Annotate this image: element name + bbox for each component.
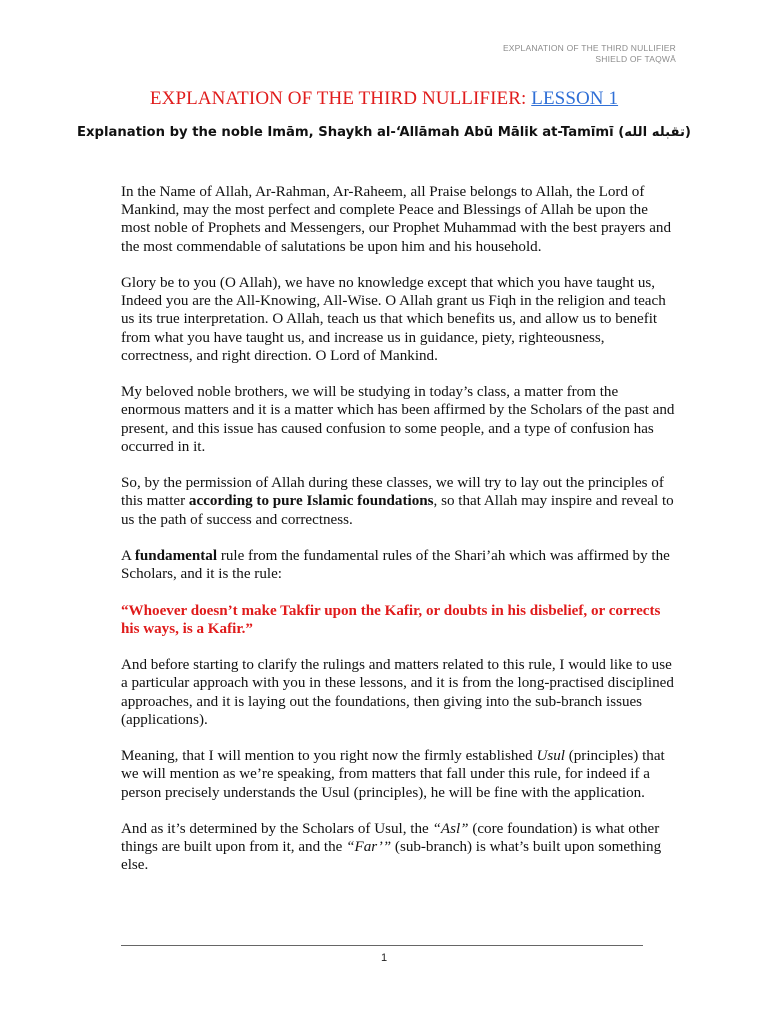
bold-run: fundamental bbox=[134, 548, 218, 564]
text-run: (sub-branch) is what’s built upon something else. bbox=[121, 839, 662, 874]
text-run: Meaning, that I will mention to you right now the firmly established bbox=[121, 748, 537, 765]
bold-run: according to pure Islamic foundations bbox=[188, 493, 434, 510]
text-run: A bbox=[121, 548, 135, 564]
italic-run: “Asl” bbox=[432, 820, 469, 837]
footer-divider bbox=[121, 945, 643, 946]
italic-run: Usul bbox=[536, 748, 565, 765]
italic-run: “Far’” bbox=[346, 839, 392, 856]
paragraph-5 bbox=[121, 547, 679, 583]
paragraph-4 bbox=[121, 474, 679, 529]
header-line-2: SHIELD OF TAQWĀ bbox=[595, 54, 676, 64]
text-run: , so that Allah may inspire and reveal to us the path of success and correctness. bbox=[121, 493, 674, 528]
document-body bbox=[121, 183, 679, 893]
running-header bbox=[503, 43, 676, 65]
paragraph-2: Glory be to you (O Allah), we have no knowledge except that which you have taught us, Indeed you are the All-Knowing, All-Wise. O Allah grant us Fiqh in the religion and teach us its true interpretation. O Allah, teach us that which benefits us, and allow us to benefit from what you have taught us, and increase us in guidance, piety, righteousness, correctness, and right direction. O Lord of Mankind. bbox=[121, 275, 666, 364]
title-lesson-link[interactable]: LESSON 1 bbox=[531, 88, 619, 109]
paragraph-6: And before starting to clarify the rulings and matters related to this rule, I would like to use a particular approach with you in these lessons, and it is from the long-practised disciplined approaches, and it is laying out the foundations, then giving into the sub-branch issues (applications). bbox=[121, 657, 674, 728]
text-run: rule from the fundamental rules of the Shari’ah which was affirmed by the Scholars, and it is the rule: bbox=[121, 548, 670, 583]
text-run: And as it’s determined by the Scholars of Usul, the bbox=[121, 820, 433, 837]
text-run: (principles) that we will mention as we’re speaking, from matters that fall under this rule, for indeed if a person precisely understands the Usul (principles), he will be fine with the application. bbox=[121, 748, 665, 801]
paragraph-8 bbox=[121, 820, 679, 875]
subtitle: Explanation by the noble Imām, Shaykh al-‘Allāmah Abū Mālik at-Tamīmī (تقبله الله) bbox=[77, 125, 691, 140]
page-number: 1 bbox=[380, 952, 388, 964]
text-run: (core foundation) is what other things are built upon from it, and the bbox=[121, 820, 660, 856]
text-run: So, by the permission of Allah during these classes, we will try to lay out the principles of this matter bbox=[121, 475, 664, 510]
paragraph-7 bbox=[121, 747, 679, 802]
paragraph-3: My beloved noble brothers, we will be studying in today’s class, a matter from the enormous matters and it is a matter which has been affirmed by the Scholars of the past and present, and this issue has caused confusion to some people, and a type of confusion has occurred in it. bbox=[121, 384, 675, 455]
paragraph-1: In the Name of Allah, Ar-Rahman, Ar-Raheem, all Praise belongs to Allah, the Lord of Mankind, may the most perfect and complete Peace and Blessings of Allah be upon the most noble of Prophets and Messengers, our Prophet Muhammad with the best prayers and the most commendable of salutations be upon him and his household. bbox=[121, 184, 671, 255]
title-main: EXPLANATION OF THE THIRD NULLIFIER: bbox=[149, 88, 532, 109]
header-line-1: EXPLANATION OF THE THIRD NULLIFIER bbox=[502, 43, 676, 53]
rule-quote: “Whoever doesn’t make Takfir upon the Kafir, or doubts in his disbelief, or corrects his ways, is a Kafir.” bbox=[121, 602, 661, 637]
page-title bbox=[0, 88, 768, 110]
